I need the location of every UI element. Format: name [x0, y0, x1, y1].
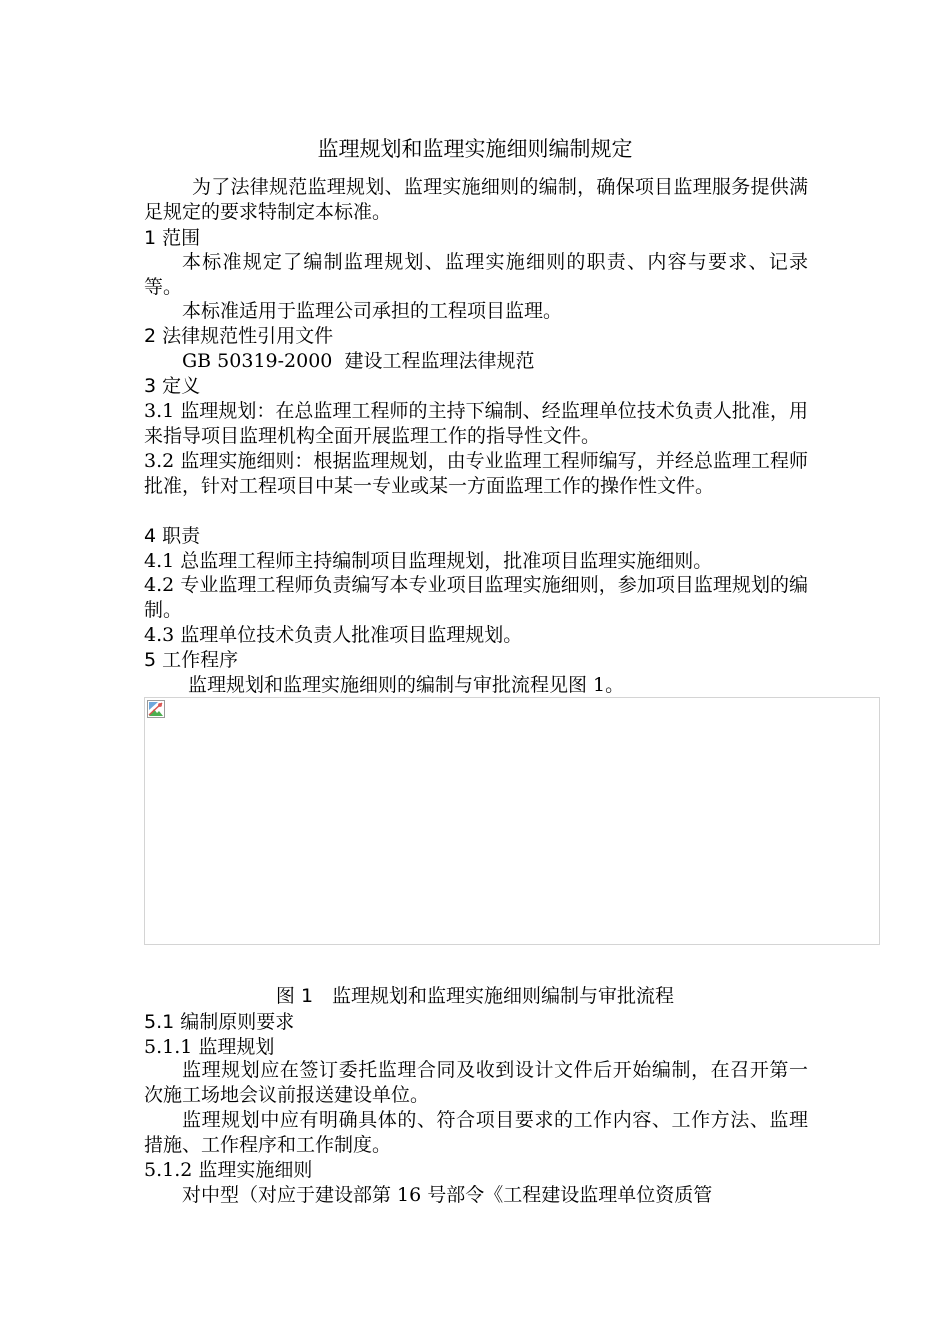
- section-5-1-1-heading: 5.1.1 监理规划: [144, 1036, 275, 1058]
- section-5-1-2-heading: 5.1.2 监理实施细则: [144, 1159, 313, 1181]
- intro-paragraph: 为了法律规范监理规划、监理实施细则的编制，确保项目监理服务提供满足规定的要求特制定本标准。: [144, 176, 808, 223]
- section-5-heading: 5 工作程序: [144, 649, 239, 671]
- definition-3-1: 3.1 监理规划：在总监理工程师的主持下编制、经监理单位技术负责人批准，用来指导项目监理机构全面开展监理工作的指导性文件。: [144, 400, 808, 447]
- reference-standard: GB 50319-2000 建设工程监理法律规范: [182, 350, 535, 372]
- broken-image-icon: [147, 700, 165, 718]
- figure-1-caption: 图 1 监理规划和监理实施细则编制与审批流程: [275, 985, 675, 1007]
- section-2-heading: 2 法律规范性引用文件: [144, 325, 334, 347]
- responsibility-4-1: 4.1 总监理工程师主持编制项目监理规划，批准项目监理实施细则。: [144, 550, 713, 572]
- document-title: 监理规划和监理实施细则编制规定: [317, 137, 633, 161]
- section-4-heading: 4 职责: [144, 525, 201, 547]
- section-1-paragraph-1: 本标准规定了编制监理规划、监理实施细则的职责、内容与要求、记录等。: [144, 251, 808, 298]
- section-5-1-1-paragraph-2: 监理规划中应有明确具体的、符合项目要求的工作内容、工作方法、监理措施、工作程序和工作制度。: [144, 1109, 808, 1156]
- figure-1-placeholder: [144, 697, 880, 945]
- section-3-heading: 3 定义: [144, 375, 201, 397]
- section-1-paragraph-2: 本标准适用于监理公司承担的工程项目监理。: [182, 300, 563, 322]
- section-1-heading: 1 范围: [144, 227, 201, 249]
- responsibility-4-3: 4.3 监理单位技术负责人批准项目监理规划。: [144, 624, 523, 646]
- responsibility-4-2: 4.2 专业监理工程师负责编写本专业项目监理实施细则，参加项目监理规划的编制。: [144, 574, 808, 621]
- section-5-1-heading: 5.1 编制原则要求: [144, 1011, 295, 1033]
- section-5-1-2-paragraph: 对中型（对应于建设部第 16 号部令《工程建设监理单位资质管: [182, 1184, 713, 1206]
- section-5-paragraph: 监理规划和监理实施细则的编制与审批流程见图 1。: [188, 674, 625, 696]
- definition-3-2: 3.2 监理实施细则：根据监理规划，由专业监理工程师编写，并经总监理工程师批准，针对工程项目中某一专业或某一方面监理工作的操作性文件。: [144, 450, 808, 497]
- section-5-1-1-paragraph-1: 监理规划应在签订委托监理合同及收到设计文件后开始编制，在召开第一次施工场地会议前报送建设单位。: [144, 1059, 808, 1106]
